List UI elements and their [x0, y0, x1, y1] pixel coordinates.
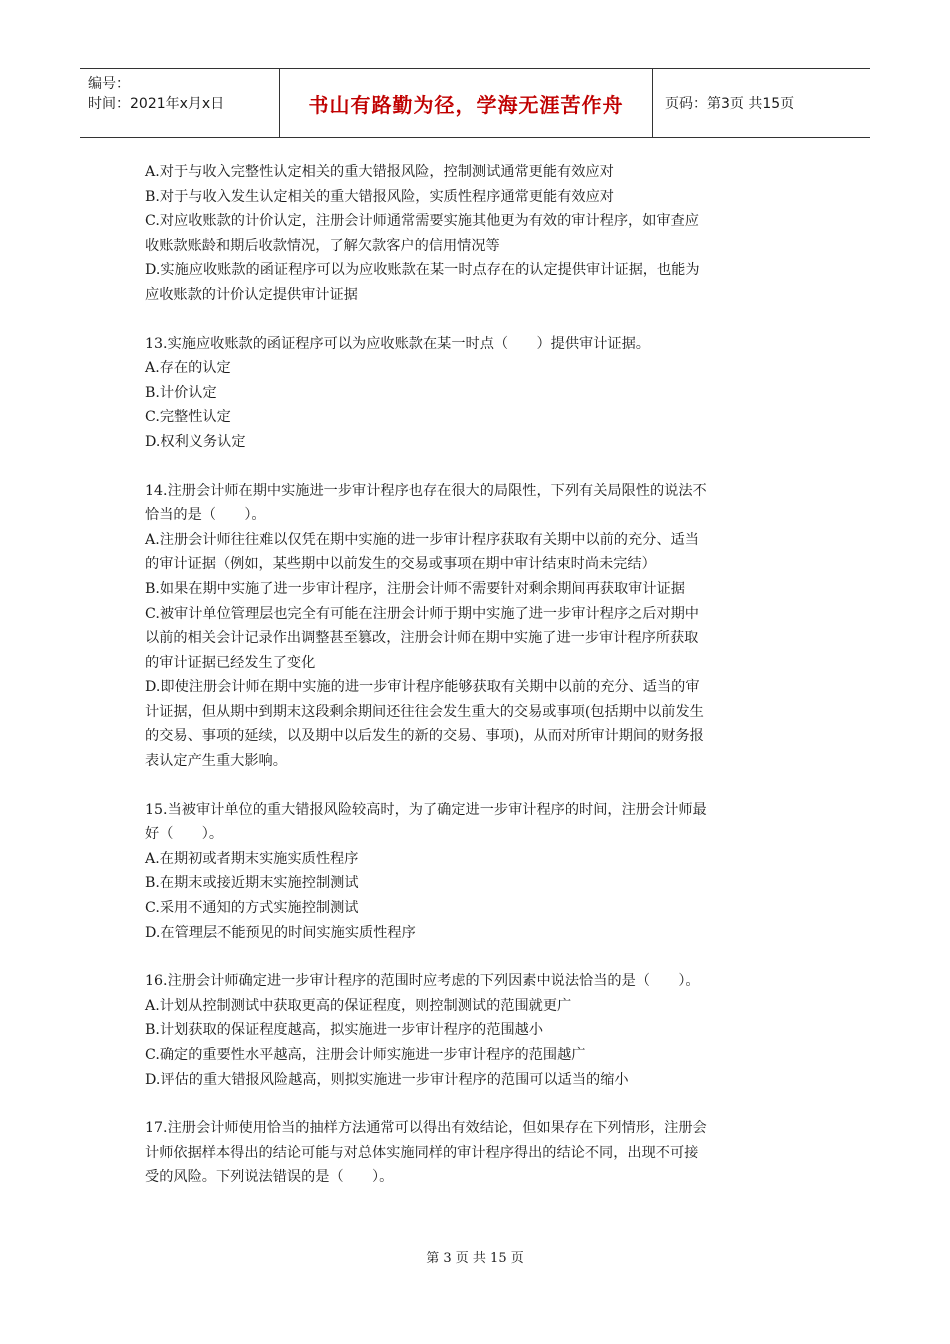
- text-line: D.评估的重大错报风险越高，则拟实施进一步审计程序的范围可以适当的缩小: [145, 1071, 629, 1088]
- text-line: D.在管理层不能预见的时间实施实质性程序: [145, 924, 416, 941]
- text-line: D.权利义务认定: [145, 433, 246, 450]
- text-line: 计证据，但从期中到期末这段剩余期间还往往会发生重大的交易或事项(包括期中以前发生: [145, 703, 704, 720]
- number-label: 编号：: [88, 76, 130, 92]
- text-line: C.对应收账款的计价认定，注册会计师通常需要实施其他更为有效的审计程序，如审查应: [145, 213, 699, 230]
- paragraph-gap: [145, 455, 810, 479]
- text-line: B.计价认定: [145, 384, 217, 401]
- text-line: C.被审计单位管理层也完全有可能在注册会计师于期中实施了进一步审计程序之后对期中: [145, 605, 699, 622]
- text-line: 表认定产生重大影响。: [145, 753, 287, 770]
- text-line: 收账款账龄和期后收款情况，了解欠款客户的信用情况等: [145, 237, 500, 254]
- text-line: B.在期末或接近期末实施控制测试: [145, 875, 359, 892]
- text-line: 17.注册会计师使用恰当的抽样方法通常可以得出有效结论，但如果存在下列情形，注册会: [145, 1120, 707, 1137]
- text-line: A.对于与收入完整性认定相关的重大错报风险，控制测试通常更能有效应对: [145, 164, 614, 180]
- paragraph-gap: [145, 1092, 810, 1116]
- text-line: 14.注册会计师在期中实施进一步审计程序也存在很大的局限性，下列有关局限性的说法不: [145, 482, 707, 499]
- text-line: A.存在的认定: [145, 360, 231, 377]
- text-line: D.实施应收账款的函证程序可以为应收账款在某一时点存在的认定提供审计证据，也能为: [145, 262, 700, 279]
- text-line: 16.注册会计师确定进一步审计程序的范围时应考虑的下列因素中说法恰当的是（ ）。: [145, 973, 700, 990]
- text-line: 15.当被审计单位的重大错报风险较高时，为了确定进一步审计程序的时间，注册会计师最: [145, 801, 707, 818]
- text-line: B.如果在期中实施了进一步审计程序，注册会计师不需要针对剩余期间再获取审计证据: [145, 580, 685, 597]
- text-line: 计师依据样本得出的结论可能与对总体实施同样的审计程序得出的结论不同，出现不可接: [145, 1144, 699, 1161]
- text-line: D.即使注册会计师在期中实施的进一步审计程序能够获取有关期中以前的充分、适当的审: [145, 679, 700, 696]
- page-header: [80, 68, 870, 138]
- text-line: C.确定的重要性水平越高，注册会计师实施进一步审计程序的范围越广: [145, 1047, 586, 1063]
- text-line: A.注册会计师往往难以仅凭在期中实施的进一步审计程序获取有关期中以前的充分、适当: [145, 531, 699, 548]
- header-meta: [80, 69, 280, 137]
- text-line: 的交易、事项的延续，以及期中以后发生的新的交易、事项)，从而对所审计期间的财务报: [145, 728, 704, 745]
- text-line: A.计划从控制测试中获取更高的保证程度，则控制测试的范围就更广: [145, 997, 572, 1014]
- document-body: [145, 160, 810, 1190]
- page-footer: 第 3 页 共 15 页: [426, 1251, 524, 1266]
- text-line: C.完整性认定: [145, 409, 231, 426]
- header-page-info: 页码：第3页 共15页: [665, 96, 795, 112]
- text-line: A.在期初或者期末实施实质性程序: [145, 850, 359, 867]
- text-line: 的审计证据已经发生了变化: [145, 654, 316, 671]
- text-line: 应收账款的计价认定提供审计证据: [145, 286, 358, 303]
- text-line: 恰当的是（ ）。: [145, 507, 266, 524]
- text-line: C.采用不通知的方式实施控制测试: [145, 900, 359, 917]
- paragraph-gap: [145, 308, 810, 332]
- paragraph-gap: [145, 945, 810, 969]
- time-label: 时间：2021年x月x日: [88, 96, 225, 112]
- text-line: 好（ ）。: [145, 826, 224, 843]
- header-motto: 书山有路勤为径，学海无涯苦作舟: [280, 69, 653, 137]
- text-line: B.对于与收入发生认定相关的重大错报风险，实质性程序通常更能有效应对: [145, 188, 614, 205]
- text-line: B.计划获取的保证程度越高，拟实施进一步审计程序的范围越小: [145, 1022, 544, 1039]
- paragraph-gap: [145, 774, 810, 798]
- text-line: 的审计证据（例如，某些期中以前发生的交易或事项在期中审计结束时尚未完结）: [145, 556, 656, 573]
- text-line: 受的风险。下列说法错误的是（ ）。: [145, 1169, 394, 1186]
- text-line: 以前的相关会计记录作出调整甚至篡改，注册会计师在期中实施了进一步审计程序所获取: [145, 630, 699, 647]
- text-line: 13.实施应收账款的函证程序可以为应收账款在某一时点（ ）提供审计证据。: [145, 335, 650, 352]
